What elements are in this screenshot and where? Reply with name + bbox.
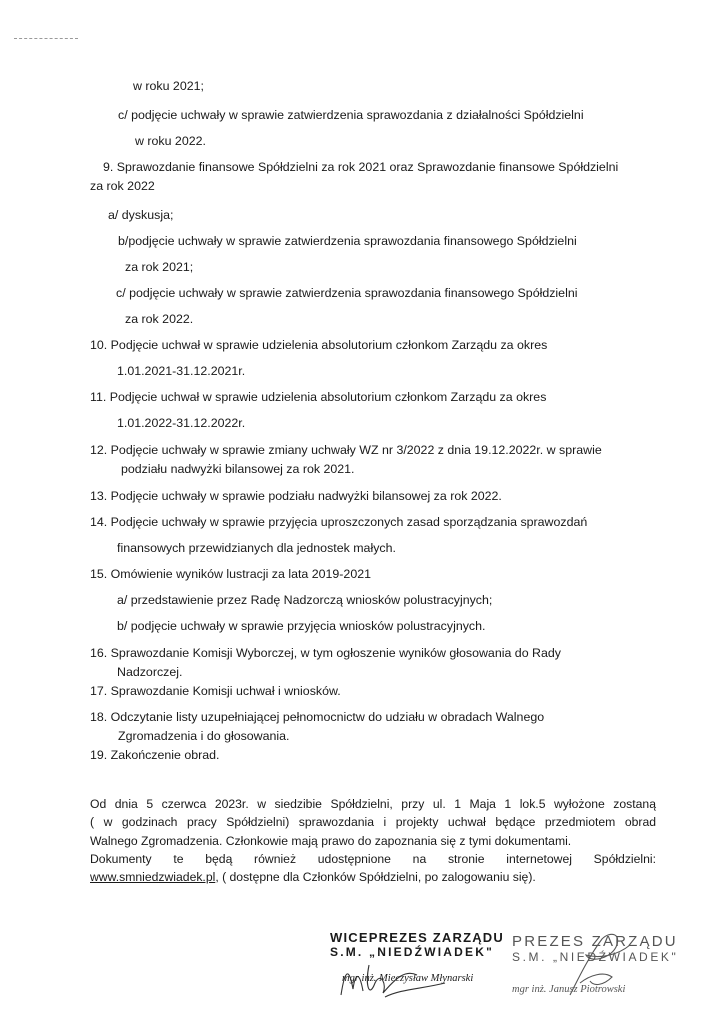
notice-line: Od dnia 5 czerwca 2023r. w siedzibie Spółdzielni, przy ul. 1 Maja 1 lok.5 wyłożone zostaną (90, 797, 656, 811)
agenda-line: 9. Sprawozdanie finansowe Spółdzielni za rok 2021 oraz Sprawozdanie finansowe Spółdzielni (103, 160, 619, 174)
agenda-line: 12. Podjęcie uchwały w sprawie zmiany uchwały WZ nr 3/2022 z dnia 19.12.2022r. w sprawie (90, 443, 602, 457)
agenda-line: w roku 2022. (135, 134, 206, 148)
agenda-line: Zgromadzenia i do głosowania. (118, 729, 290, 743)
agenda-line: a/ przedstawienie przez Radę Nadzorczą wniosków polustracyjnych; (117, 593, 493, 607)
stamp-org: S.M. „NIEDŹWIADEK" (512, 950, 679, 964)
agenda-line: finansowych przewidzianych dla jednostek małych. (117, 541, 396, 555)
notice-line: Dokumenty te będą również udostępnione na stronie internetowej Spółdzielni: (90, 851, 656, 866)
agenda-line: b/podjęcie uchwały w sprawie zatwierdzenia sprawozdania finansowego Spółdzielni (118, 234, 577, 248)
agenda-line: 19. Zakończenie obrad. (90, 748, 220, 762)
notice-line-last (90, 868, 656, 886)
website-link[interactable]: www.smniedzwiadek.pl (90, 870, 216, 885)
vice-president-signature (335, 955, 455, 1005)
agenda-line: za rok 2022. (125, 312, 194, 326)
agenda-line: 1.01.2022-31.12.2022r. (117, 416, 246, 430)
agenda-line: za rok 2022 (90, 179, 155, 193)
agenda-line: c/ podjęcie uchwały w sprawie zatwierdzenia sprawozdania finansowego Spółdzielni (116, 286, 578, 300)
agenda-line: 15. Omówienie wyników lustracji za lata 2019-2021 (90, 567, 371, 581)
notice-line: ( w godzinach pracy Spółdzielni) sprawozdania i projekty uchwał będące przedmiotem obrad (90, 815, 656, 830)
agenda-line: 13. Podjęcie uchwały w sprawie podziału nadwyżki bilansowej za rok 2022. (90, 489, 502, 503)
stamp-title: PREZES ZARZĄDU (512, 933, 678, 950)
president-signature (560, 925, 650, 1000)
agenda-line: 16. Sprawozdanie Komisji Wyborczej, w tym ogłoszenie wyników głosowania do Rady (90, 646, 561, 660)
agenda-line: c/ podjęcie uchwały w sprawie zatwierdzenia sprawozdania z działalności Spółdzielni (118, 108, 584, 122)
notice-line: Walnego Zgromadzenia. Członkowie mają prawo do zapoznania się z tymi dokumentami. (90, 833, 572, 848)
agenda-line: 17. Sprawozdanie Komisji uchwał i wniosków. (90, 684, 341, 698)
agenda-line: a/ dyskusja; (108, 208, 174, 222)
scan-artifact-line (14, 38, 78, 39)
notice-line-tail: , ( dostępne dla Członków Spółdzielni, po zalogowaniu się). (215, 870, 536, 885)
agenda-line: 14. Podjęcie uchwały w sprawie przyjęcia uproszczonych zasad sporządzania sprawozdań (90, 515, 588, 529)
stamp-org: S.M. „NIEDŹWIADEK" (330, 945, 494, 959)
agenda-line: za rok 2021; (125, 260, 194, 274)
agenda-line: b/ podjęcie uchwały w sprawie przyjęcia wniosków polustracyjnych. (117, 619, 486, 633)
stamp-name: mgr inż. Mieczysław Młynarski (342, 973, 474, 984)
agenda-line: w roku 2021; (133, 79, 204, 93)
stamp-name: mgr inż. Janusz Piotrowski (512, 984, 626, 995)
agenda-line: podziału nadwyżki bilansowej za rok 2021. (121, 462, 355, 476)
notice-paragraph (90, 795, 656, 886)
agenda-line: 11. Podjęcie uchwał w sprawie udzielenia absolutorium członkom Zarządu za okres (90, 390, 547, 404)
agenda-line: 1.01.2021-31.12.2021r. (117, 364, 246, 378)
stamp-title: WICEPREZES ZARZĄDU (330, 930, 504, 945)
agenda-line: 18. Odczytanie listy uzupełniającej pełnomocnictw do udziału w obradach Walnego (90, 710, 545, 724)
agenda-line: Nadzorczej. (117, 665, 183, 679)
agenda-line: 10. Podjęcie uchwał w sprawie udzielenia absolutorium członkom Zarządu za okres (90, 338, 548, 352)
